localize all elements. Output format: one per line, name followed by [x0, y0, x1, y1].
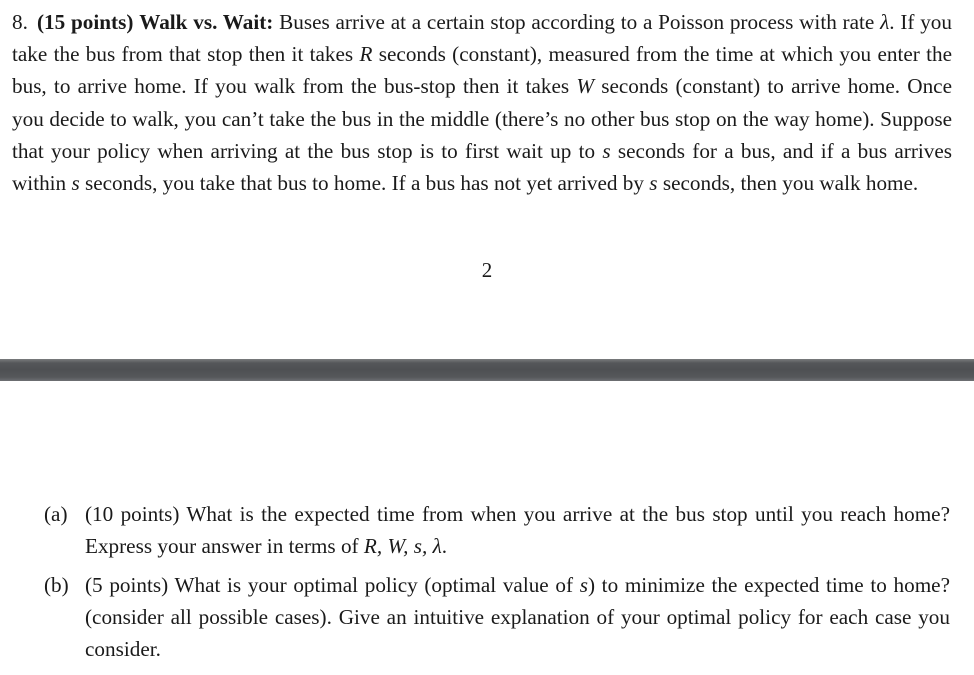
problem-title: Walk vs. Wait:: [139, 10, 274, 34]
problem-text: Buses arrive at a certain stop according to a Poisson process with rate: [279, 10, 881, 34]
part-a-points: (10 points): [85, 502, 180, 526]
page-number: 2: [481, 258, 493, 282]
problem-8: [12, 6, 952, 199]
part-b-text: ) to minimize the expected time to home? (consider all possible cases). Give an intuitive explanation of your optimal policy for each case you consider.: [85, 573, 950, 662]
problem-text: seconds (constant), measured from the time at which you enter the bus, to arrive home. If you walk from the bus-stop then it takes: [12, 42, 952, 99]
problem-text: seconds, you take that bus to home. If a bus has not yet arrived by: [79, 171, 650, 196]
page-divider: [0, 359, 974, 381]
part-a-label: (a): [44, 502, 68, 526]
math-s: s: [602, 138, 611, 163]
math-lambda: λ: [880, 10, 890, 34]
problem-number: 8.: [12, 10, 28, 34]
math-vars: R, W, s, λ: [363, 534, 442, 559]
part-b-text: What is your optimal policy (optimal value of: [168, 573, 580, 597]
problem-text: seconds, then you walk home.: [657, 171, 919, 196]
part-b-content: [85, 569, 950, 666]
part-b-label: (b): [44, 573, 69, 597]
math-r: R: [359, 42, 373, 67]
problem-text: seconds for a bus, and if a bus arrives within: [12, 138, 953, 196]
problem-points: (15 points): [37, 10, 134, 34]
part-b: [44, 569, 950, 666]
part-a-content: [85, 498, 950, 562]
math-s: s: [71, 171, 80, 196]
math-s: s: [649, 171, 658, 196]
part-a: [44, 498, 950, 562]
part-b-points: (5 points): [85, 573, 169, 597]
part-a-text: What is the expected time from when you arrive at the bus stop until you reach home? Express your answer in terms of: [85, 502, 950, 559]
problem-text: . If you take the bus from that stop then it takes: [12, 10, 952, 67]
problem-text: seconds (constant) to arrive home. Once you decide to walk, you can’t take the bus in the middle (there’s no other bus stop on the way home). Suppose that your policy when arriving at the bus stop is to first wait up to: [12, 74, 952, 163]
math-w: W: [576, 74, 595, 99]
math-s: s: [579, 573, 588, 597]
part-a-text: .: [441, 534, 448, 559]
